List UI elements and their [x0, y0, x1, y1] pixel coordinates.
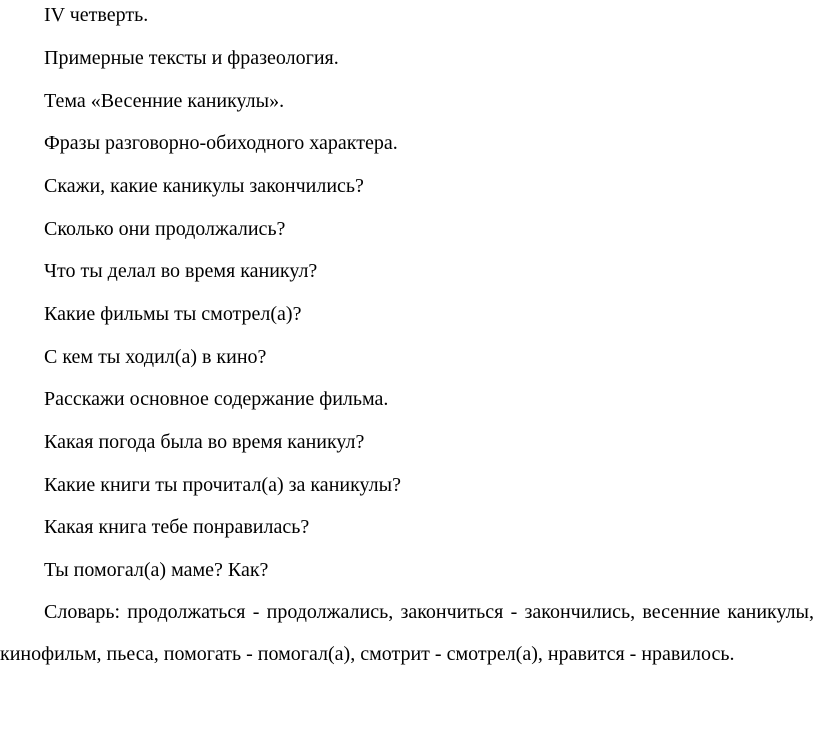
section-heading: Примерные тексты и фразеология.: [44, 47, 339, 69]
question-line: Сколько они продолжались?: [44, 218, 286, 240]
question-line: Ты помогал(а) маме? Как?: [44, 559, 269, 581]
question-line: С кем ты ходил(а) в кино?: [44, 346, 267, 368]
question-line: Расскажи основное содержание фильма.: [44, 388, 389, 410]
vocabulary-paragraph: Словарь: продолжаться - продолжались, закончиться - закончились, весенние каникулы, кинофильм, пьеса, помогать - помогал(а), смотрит - смотрел(а), нравится - нравилось.: [0, 601, 814, 665]
question-line: Какие фильмы ты смотрел(а)?: [44, 303, 302, 325]
question-line: Какие книги ты прочитал(а) за каникулы?: [44, 474, 401, 496]
question-line: Какая книга тебе понравилась?: [44, 516, 310, 538]
question-line: Скажи, какие каникулы закончились?: [44, 175, 364, 197]
question-line: Какая погода была во время каникул?: [44, 431, 365, 453]
quarter-heading: IV четверть.: [44, 4, 149, 26]
phrases-heading: Фразы разговорно-обиходного характера.: [44, 132, 398, 154]
topic-heading: Тема «Весенние каникулы».: [44, 90, 285, 112]
question-line: Что ты делал во время каникул?: [44, 260, 318, 282]
